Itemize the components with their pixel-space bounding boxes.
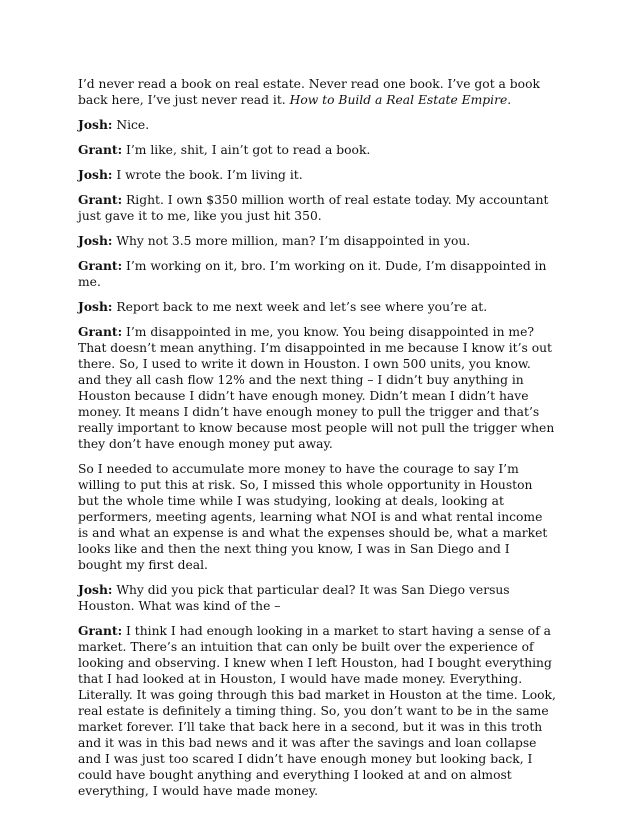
intro-text: I’d never read a book on real estate. Never read one book. I’ve got a book back here, I’ve just never read it. — [78, 77, 540, 107]
book-title: How to Build a Real Estate Empire — [289, 93, 508, 107]
line-text: Nice. — [112, 118, 150, 132]
line-text: So I needed to accumulate more money to have the courage to say I’m willing to put this at risk. So, I missed this whole opportunity in Houston but the whole time while I was studying, looking at deals, looking at performers, meeting agents, learning what NOI is and what rental income is and what an expense is and what the expenses should be, what a market looks like and then the next thing you know, I was in San Diego and I bought my first deal. — [78, 462, 548, 572]
speaker-name: Josh: — [78, 117, 113, 132]
speaker-name: Josh: — [78, 167, 113, 182]
dialogue-line — [78, 167, 556, 183]
speaker-name: Grant: — [78, 192, 123, 207]
line-text: I wrote the book. I’m living it. — [112, 168, 303, 182]
dialogue-line — [78, 582, 556, 614]
dialogue-line — [78, 623, 556, 799]
line-text: Why did you pick that particular deal? It was San Diego versus Houston. What was kind of the – — [78, 583, 510, 613]
continuation-paragraph — [78, 461, 556, 573]
line-text: Report back to me next week and let’s see where you’re at. — [112, 300, 488, 314]
dialogue-line — [78, 324, 556, 452]
paragraph-intro — [78, 76, 556, 108]
line-text: I’m disappointed in me, you know. You being disappointed in me? That doesn’t mean anything. I’m disappointed in me because I know it’s out there. So, I used to write it down in Houston. I own 500 units, you know. and they all cash flow 12% and the next thing – I didn’t buy anything in Houston because I didn’t have enough money. Didn’t mean I didn’t have money. It means I didn’t have enough money to pull the trigger and that’s really important to know because most people will not pull the trigger when they don’t have enough money put away. — [78, 325, 555, 451]
line-text: Right. I own $350 million worth of real estate today. My accountant just gave it to me, like you just hit 350. — [78, 193, 549, 223]
speaker-name: Grant: — [78, 142, 123, 157]
line-text: I’m like, shit, I ain’t got to read a book. — [122, 143, 371, 157]
dialogue-line — [78, 192, 556, 224]
intro-end: . — [507, 93, 512, 107]
speaker-name: Josh: — [78, 299, 113, 314]
speaker-name: Grant: — [78, 623, 123, 638]
dialogue-line — [78, 258, 556, 290]
dialogue-line — [78, 117, 556, 133]
speaker-name: Grant: — [78, 324, 123, 339]
speaker-name: Josh: — [78, 233, 113, 248]
line-text: Why not 3.5 more million, man? I’m disappointed in you. — [112, 234, 471, 248]
dialogue-line — [78, 233, 556, 249]
dialogue-line — [78, 142, 556, 158]
line-text: I’m working on it, bro. I’m working on it. Dude, I’m disappointed in me. — [78, 259, 547, 289]
speaker-name: Grant: — [78, 258, 123, 273]
line-text: I think I had enough looking in a market to start having a sense of a market. There’s an intuition that can only be built over the experience of looking and observing. I knew when I left Houston, had I bought everything that I had looked at in Houston, I would have made money. Everything. Literally. It was going through this bad market in Houston at the time. Look, real estate is definitely a timing thing. So, you don’t want to be in the same market forever. I’ll take that back here in a second, but it was in this troth and it was in this bad news and it was after the savings and loan collapse and I was just too scared I didn’t have enough money but looking back, I could have bought anything and everything I looked at and on almost everything, I would have made money. — [78, 624, 556, 798]
dialogue-line — [78, 299, 556, 315]
speaker-name: Josh: — [78, 582, 113, 597]
